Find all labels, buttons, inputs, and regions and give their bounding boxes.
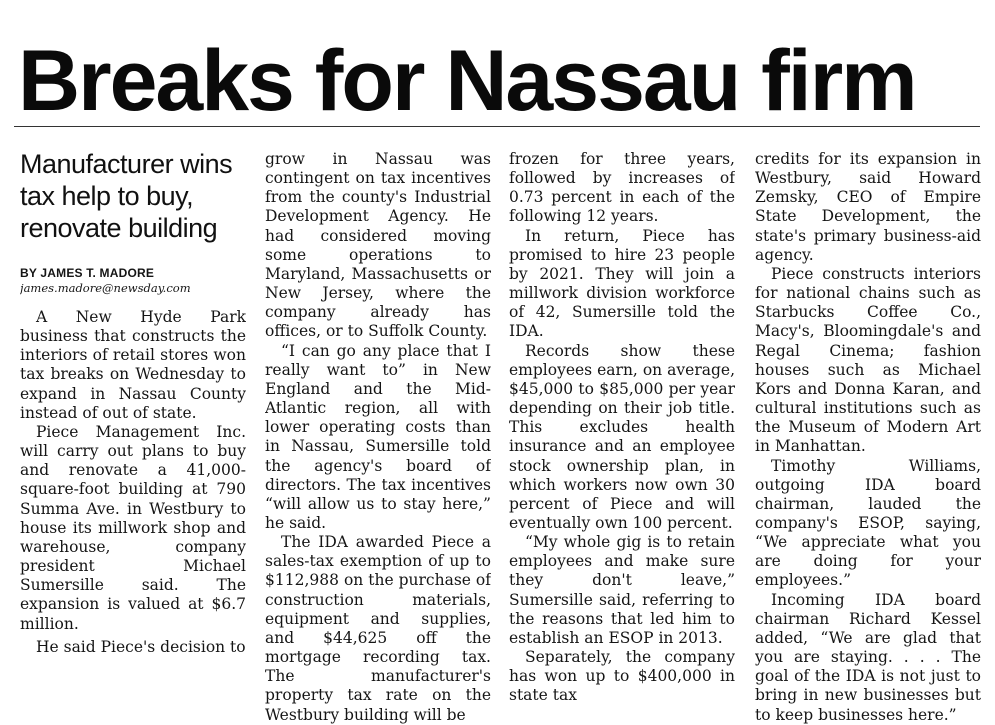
byline: BY JAMES T. MADORE [20,266,155,280]
paragraph: He said Piece's decision to [36,637,246,656]
paragraph: Piece Management Inc. will carry out plans to buy and renovate a 41,000-square-foot building at 790 Summa Ave. in Westbury to house its millwork shop and warehouse, company president Michael Sumersille said. The expansion is valued at $6.7 million. [20,422,246,633]
deck: Manufacturer wins tax help to buy, renovate building [20,149,233,243]
paragraph: grow in Nassau was contingent on tax incentives from the county's Industrial Development Agency. He had considered moving some operations to Maryland, Massachusetts or New Jersey, where the company already has offices, or to Suffolk County. [265,150,491,341]
paragraph: “I can go any place that I really want to” in New England and the Mid-Atlantic region, all with lower operating costs than in Nassau, Sumersille told the agency's board of directors. The tax incentives “will allow us to stay here,” he said. [265,341,491,532]
article-column-3 [509,150,735,706]
article-column-4 [755,150,981,725]
paragraph: Timothy Williams, outgoing IDA board chairman, lauded the company's ESOP, saying, “We appreciate what you are doing for your employees.” [755,456,981,590]
paragraph: The IDA awarded Piece a sales-tax exemption of up to $112,988 on the purchase of construction materials, equipment and supplies, and $44,625 off the mortgage recording tax. The manufacturer's property tax rate on the Westbury building will be [265,533,491,724]
paragraph: Records show these employees earn, on average, $45,000 to $85,000 per year depending on their job title. This excludes health insurance and an employee stock ownership plan, in which workers now own 30 percent of Piece and will eventually own 100 percent. [509,341,735,532]
article-column-2 [265,150,491,725]
author-email: james.madore@newsday.com [20,281,191,295]
paragraph: “My whole gig is to retain employees and make sure they don't leave,” Sumersille said, referring to the reasons that led him to establish an ESOP in 2013. [509,533,735,647]
headline: Breaks for Nassau firm [18,33,916,129]
paragraph: A New Hyde Park business that constructs the interiors of retail stores won tax breaks on Wednesday to expand in Nassau County instead of out of state. [20,308,246,422]
paragraph: Incoming IDA board chairman Richard Kessel added, “We are glad that you are staying. . . . The goal of the IDA is not just to bring in new businesses but to keep businesses here.” [755,590,981,724]
paragraph: Piece constructs interiors for national chains such as Starbucks Coffee Co., Macy's, Bloomingdale's and Regal Cinema; fashion houses such as Michael Kors and Donna Karan, and cultural institutions such as the Museum of Modern Art in Manhattan. [755,264,981,456]
headline-rule [14,126,980,127]
paragraph: credits for its expansion in Westbury, said Howard Zemsky, CEO of Empire State Development, the state's primary business-aid agency. [755,150,981,264]
paragraph: Separately, the company has won up to $400,000 in state tax [509,648,735,705]
article-column-1 [20,148,246,657]
paragraph: In return, Piece has promised to hire 23 people by 2021. They will join a millwork division workforce of 42, Sumersille told the IDA. [509,226,735,341]
paragraph: frozen for three years, followed by increases of 0.73 percent in each of the following 12 years. [509,150,735,226]
